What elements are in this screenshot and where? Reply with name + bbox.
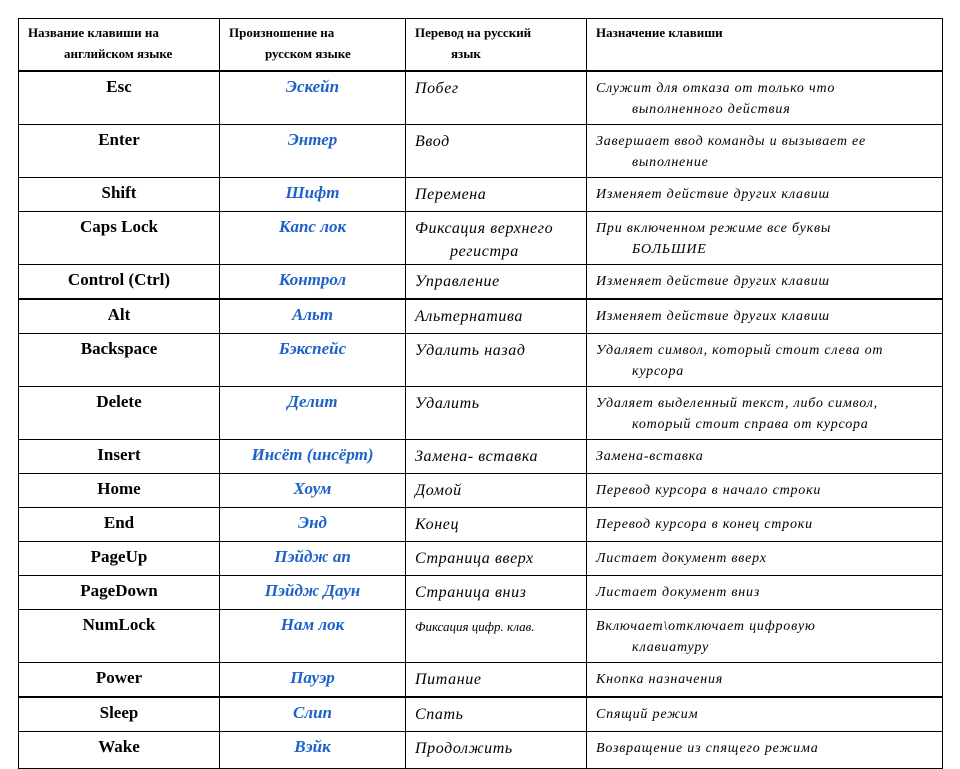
purpose-cell (587, 508, 943, 542)
translation-line: Ввод (415, 133, 450, 150)
pronunciation-cell: Энд (220, 508, 406, 542)
purpose-cell (587, 542, 943, 576)
key-name-cell: PageDown (19, 576, 220, 610)
purpose-line: Листает документ вверх (596, 551, 767, 566)
table-row (19, 265, 943, 300)
translation-cell (406, 663, 587, 698)
purpose-line: Включает\отключает цифровую (596, 619, 816, 634)
purpose-cell (587, 178, 943, 212)
table-row (19, 440, 943, 474)
translation-line: Продолжить (415, 740, 513, 757)
translation-cell (406, 125, 587, 178)
purpose-line: Изменяет действие других клавиш (596, 309, 830, 324)
key-name-cell: Home (19, 474, 220, 508)
pronunciation-cell: Альт (220, 299, 406, 334)
key-name-cell: Caps Lock (19, 212, 220, 265)
purpose-line: Спящий режим (596, 707, 699, 722)
translation-cell (406, 178, 587, 212)
translation-cell (406, 440, 587, 474)
table-row (19, 697, 943, 732)
key-name-cell: NumLock (19, 610, 220, 663)
translation-line: Страница вниз (415, 584, 527, 601)
table-row (19, 576, 943, 610)
purpose-line: выполненного действия (632, 102, 791, 117)
pronunciation-cell: Бэкспейс (220, 334, 406, 387)
translation-line: Перемена (415, 186, 487, 203)
pronunciation-cell: Хоум (220, 474, 406, 508)
purpose-cell (587, 212, 943, 265)
purpose-cell (587, 387, 943, 440)
key-name-cell: Delete (19, 387, 220, 440)
header-purpose: Назначение клавиши (587, 19, 943, 72)
pronunciation-cell: Делит (220, 387, 406, 440)
table-row (19, 387, 943, 440)
translation-cell (406, 387, 587, 440)
header-key-name: Название клавиши на английском языке (19, 19, 220, 72)
header-translation: Перевод на русский язык (406, 19, 587, 72)
translation-cell (406, 508, 587, 542)
translation-line: Домой (415, 482, 462, 499)
key-name-cell: Shift (19, 178, 220, 212)
translation-cell (406, 576, 587, 610)
purpose-cell (587, 576, 943, 610)
translation-cell (406, 542, 587, 576)
pronunciation-cell: Пауэр (220, 663, 406, 698)
purpose-line: Изменяет действие других клавиш (596, 187, 830, 202)
translation-line: Питание (415, 671, 482, 688)
table-row (19, 178, 943, 212)
translation-line: Спать (415, 706, 464, 723)
key-name-cell: End (19, 508, 220, 542)
purpose-line: Удаляет символ, который стоит слева от (596, 343, 884, 358)
translation-cell (406, 334, 587, 387)
purpose-line: клавиатуру (632, 640, 710, 655)
pronunciation-cell: Нам лок (220, 610, 406, 663)
purpose-cell (587, 299, 943, 334)
purpose-line: Служит для отказа от только что (596, 81, 836, 96)
pronunciation-cell: Инсёт (инсёрт) (220, 440, 406, 474)
purpose-line: Удаляет выделенный текст, либо символ, (596, 396, 878, 411)
translation-line: Удалить (415, 395, 480, 412)
table-row (19, 71, 943, 125)
table-row (19, 542, 943, 576)
pronunciation-cell: Капс лок (220, 212, 406, 265)
purpose-line: который стоит справа от курсора (632, 417, 869, 432)
key-name-cell: Enter (19, 125, 220, 178)
purpose-line: Кнопка назначения (596, 672, 724, 687)
table-row (19, 299, 943, 334)
pronunciation-cell: Слип (220, 697, 406, 732)
table-row (19, 610, 943, 663)
translation-line: регистра (450, 243, 519, 260)
header-pronunciation: Произношение на русском языке (220, 19, 406, 72)
purpose-cell (587, 125, 943, 178)
table-row (19, 474, 943, 508)
translation-line: Страница вверх (415, 550, 534, 567)
translation-line: Побег (415, 80, 459, 97)
translation-line: Альтернатива (415, 308, 524, 325)
translation-cell (406, 212, 587, 265)
key-name-cell: Alt (19, 299, 220, 334)
purpose-cell (587, 334, 943, 387)
translation-cell (406, 610, 587, 663)
purpose-line: БОЛЬШИЕ (632, 242, 707, 257)
purpose-cell (587, 265, 943, 300)
purpose-line: Возвращение из спящего режима (596, 741, 819, 756)
key-name-cell: Control (Ctrl) (19, 265, 220, 300)
purpose-cell (587, 440, 943, 474)
translation-cell (406, 474, 587, 508)
translation-cell (406, 732, 587, 769)
purpose-line: Перевод курсора в начало строки (596, 483, 822, 498)
purpose-line: Перевод курсора в конец строки (596, 517, 813, 532)
table-row (19, 125, 943, 178)
pronunciation-cell: Вэйк (220, 732, 406, 769)
purpose-line: курсора (632, 364, 685, 379)
purpose-line: Завершает ввод команды и вызывает ее (596, 134, 867, 149)
key-name-cell: PageUp (19, 542, 220, 576)
purpose-line: выполнение (632, 155, 709, 170)
translation-line: Фиксация цифр. клав. (415, 619, 535, 634)
keyboard-keys-table (18, 18, 943, 769)
purpose-cell (587, 697, 943, 732)
key-name-cell: Sleep (19, 697, 220, 732)
purpose-cell (587, 663, 943, 698)
key-name-cell: Esc (19, 71, 220, 125)
table-row (19, 663, 943, 698)
translation-line: Фиксация верхнего (415, 220, 554, 237)
translation-line: Управление (415, 273, 500, 290)
pronunciation-cell: Пэйдж ап (220, 542, 406, 576)
pronunciation-cell: Пэйдж Даун (220, 576, 406, 610)
key-name-cell: Insert (19, 440, 220, 474)
pronunciation-cell: Шифт (220, 178, 406, 212)
purpose-line: Листает документ вниз (596, 585, 761, 600)
translation-line: Конец (415, 516, 460, 533)
translation-cell (406, 299, 587, 334)
translation-cell (406, 697, 587, 732)
key-name-cell: Power (19, 663, 220, 698)
translation-line: Удалить назад (415, 342, 526, 359)
pronunciation-cell: Энтер (220, 125, 406, 178)
purpose-line: Замена-вставка (596, 449, 704, 464)
purpose-cell (587, 474, 943, 508)
purpose-line: При включенном режиме все буквы (596, 221, 832, 236)
table-row (19, 334, 943, 387)
table-row (19, 508, 943, 542)
pronunciation-cell: Эскейп (220, 71, 406, 125)
table-header-row (19, 19, 943, 72)
table-row (19, 732, 943, 769)
purpose-cell (587, 732, 943, 769)
table-row (19, 212, 943, 265)
purpose-cell (587, 610, 943, 663)
purpose-cell (587, 71, 943, 125)
purpose-line: Изменяет действие других клавиш (596, 274, 830, 289)
key-name-cell: Backspace (19, 334, 220, 387)
translation-line: Замена- вставка (415, 448, 539, 465)
translation-cell (406, 71, 587, 125)
pronunciation-cell: Контрол (220, 265, 406, 300)
key-name-cell: Wake (19, 732, 220, 769)
translation-cell (406, 265, 587, 300)
